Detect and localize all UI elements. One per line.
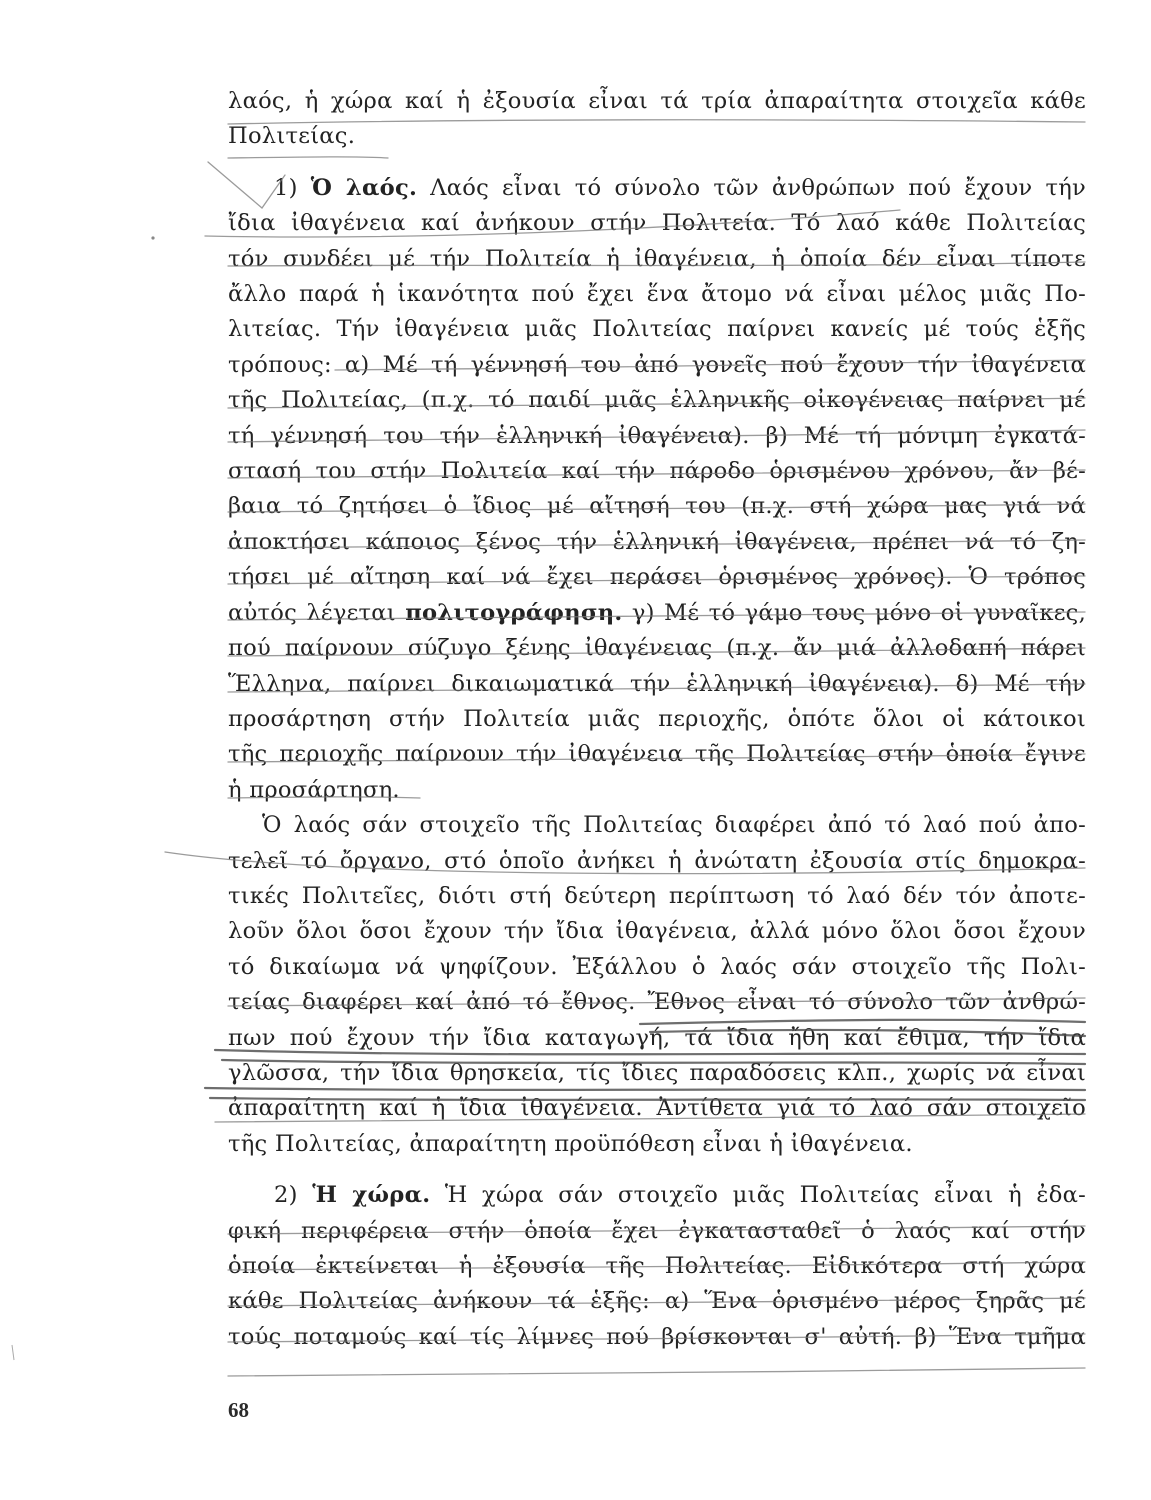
text-line: τρόπους: α) Μέ τή γέννησή του ἀπό γονεῖς πού ἔχουν τήν ἰθαγένεια xyxy=(228,351,1086,378)
text-fragment: Λαός εἶναι τό σύνολο τῶν ἀνθρώπων πού ἔχουν τήν xyxy=(430,174,1087,201)
text-line: τελεῖ τό ὄργανο, στό ὁποῖο ἀνήκει ἡ ἀνώτατη ἐξουσία στίς δημοκρα- xyxy=(228,847,1086,874)
text-line: Ὁ λαός σάν στοιχεῖο τῆς Πολιτείας διαφέρει ἀπό τό λαό πού ἀπο- xyxy=(262,812,1086,839)
text-line: βαια τό ζητήσει ὁ ἴδιος μέ αἴτησή του (π.χ. στή χώρα μας γιά νά xyxy=(228,493,1086,520)
text-line: τικές Πολιτεῖες, διότι στή δεύτερη περίπτωση τό λαό δέν τόν ἀποτε- xyxy=(228,882,1086,909)
text-fragment: Ἡ χώρα σάν στοιχεῖο μιᾶς Πολιτείας εἶναι ἡ ἐδα- xyxy=(444,1182,1087,1209)
term-politografisi: πολιτογράφηση. xyxy=(405,599,623,626)
text-line: τόν συνδέει μέ τήν Πολιτεία ἡ ἰθαγένεια, ἡ ὁποία δέν εἶναι τίποτε xyxy=(228,245,1086,272)
text-line: πού παίρνουν σύζυγο ξένης ἰθαγένειας (π.χ. ἄν μιά ἀλλοδαπή πάρει xyxy=(228,635,1086,662)
text-line: τό δικαίωμα νά ψηφίζουν. Ἐξάλλου ὁ λαός σάν στοιχεῖο τῆς Πολι- xyxy=(228,953,1086,980)
text-line: πων πού ἔχουν τήν ἴδια καταγωγή, τά ἴδια ἤθη καί ἔθιμα, τήν ἴδια xyxy=(228,1024,1086,1051)
text-line: ἀποκτήσει κάποιος ξένος τήν ἑλληνική ἰθαγένεια, πρέπει νά τό ζη- xyxy=(228,528,1086,555)
text-line: ὁποία ἐκτείνεται ἡ ἐξουσία τῆς Πολιτείας. Εἰδικότερα στή χώρα xyxy=(228,1253,1086,1279)
page-number: 68 xyxy=(228,1398,249,1422)
text-line: προσάρτηση στήν Πολιτεία μιᾶς περιοχῆς, ὁπότε ὅλοι οἱ κάτοικοι xyxy=(228,705,1086,732)
text-line: τῆς Πολιτείας, ἀπαραίτητη προϋπόθεση εἶναι ἡ ἰθαγένεια. xyxy=(228,1130,913,1157)
text-line: ἴδια ἰθαγένεια καί ἀνήκουν στήν Πολιτεία. Τό λαό κάθε Πολιτείας xyxy=(228,210,1086,237)
text-line: λοῦν ὅλοι ὅσοι ἔχουν τήν ἴδια ἰθαγένεια, ἀλλά μόνο ὅλοι ὅσοι ἔχουν xyxy=(228,918,1086,945)
text-line: τῆς Πολιτείας, (π.χ. τό παιδί μιᾶς ἑλληνικῆς οἰκογένειας παίρνει μέ xyxy=(228,387,1086,414)
pencil-underline xyxy=(228,1368,1085,1376)
text-line: γλῶσσα, τήν ἴδια θρησκεία, τίς ἴδιες παραδόσεις κλπ., χωρίς νά εἶναι xyxy=(228,1059,1086,1086)
text-line: τῆς περιοχῆς παίρνουν τήν ἰθαγένεια τῆς Πολιτείας στήν ὁποία ἔγινε xyxy=(228,741,1086,768)
text-line: φική περιφέρεια στήν ὁποία ἔχει ἐγκατασταθεῖ ὁ λαός καί στήν xyxy=(228,1217,1086,1244)
text-line: ἡ προσάρτηση. xyxy=(228,776,400,803)
text-line: Πολιτείας. xyxy=(228,123,356,150)
spacer xyxy=(228,155,1086,171)
text-line-with-term xyxy=(228,596,1086,631)
section-2-heading: Ἡ χώρα. xyxy=(312,1182,431,1209)
text-fragment: αὐτός λέγεται xyxy=(228,599,396,626)
section-2-number: 2) xyxy=(274,1182,298,1209)
text-line: στασή του στήν Πολιτεία καί τήν πάροδο ὁρισμένου χρόνου, ἄν βέ- xyxy=(228,458,1086,485)
margin-dot xyxy=(151,236,154,239)
section-1-heading-line xyxy=(228,171,1086,206)
margin-tick xyxy=(12,1345,14,1360)
text-line: ἀπαραίτητη καί ἡ ἴδια ἰθαγένεια. Ἀντίθετα γιά τό λαό σάν στοιχεῖο xyxy=(228,1095,1086,1122)
text-line: ἄλλο παρά ἡ ἱκανότητα πού ἔχει ἕνα ἄτομο νά εἶναι μέλος μιᾶς Πο- xyxy=(228,281,1086,308)
text-line: τείας διαφέρει καί ἀπό τό ἔθνος. Ἔθνος εἶναι τό σύνολο τῶν ἀνθρώ- xyxy=(228,989,1086,1016)
text-line: τήσει μέ αἴτηση καί νά ἔχει περάσει ὁρισμένος χρόνος). Ὁ τρόπος xyxy=(228,564,1086,591)
spacer xyxy=(228,1162,1086,1178)
text-line: λιτείας. Τήν ἰθαγένεια μιᾶς Πολιτείας παίρνει κανείς μέ τούς ἑξῆς xyxy=(228,316,1086,343)
text-line: τή γέννησή του τήν ἑλληνική ἰθαγένεια). β) Μέ τή μόνιμη ἐγκατά- xyxy=(228,422,1086,449)
body-text xyxy=(228,84,1086,1355)
section-2-heading-line xyxy=(228,1178,1086,1213)
section-1-heading: Ὁ λαός. xyxy=(310,174,418,201)
text-fragment: γ) Μέ τό γάμο τους μόνο οἱ γυναῖκες, xyxy=(631,599,1086,626)
section-1-number: 1) xyxy=(274,174,298,201)
text-line: Ἕλληνα, παίρνει δικαιωματικά τήν ἑλληνική ἰθαγένεια). δ) Μέ τήν xyxy=(228,670,1086,697)
text-line: λαός, ἡ χώρα καί ἡ ἐξουσία εἶναι τά τρία ἀπαραίτητα στοιχεῖα κάθε xyxy=(228,88,1086,114)
text-line: κάθε Πολιτείας ἀνήκουν τά ἑξῆς: α) Ἕνα ὁρισμένο μέρος ξηρᾶς μέ xyxy=(228,1288,1086,1315)
text-line: τούς ποταμούς καί τίς λίμνες πού βρίσκονται σ' αὐτή. β) Ἕνα τμῆμα xyxy=(228,1323,1086,1350)
